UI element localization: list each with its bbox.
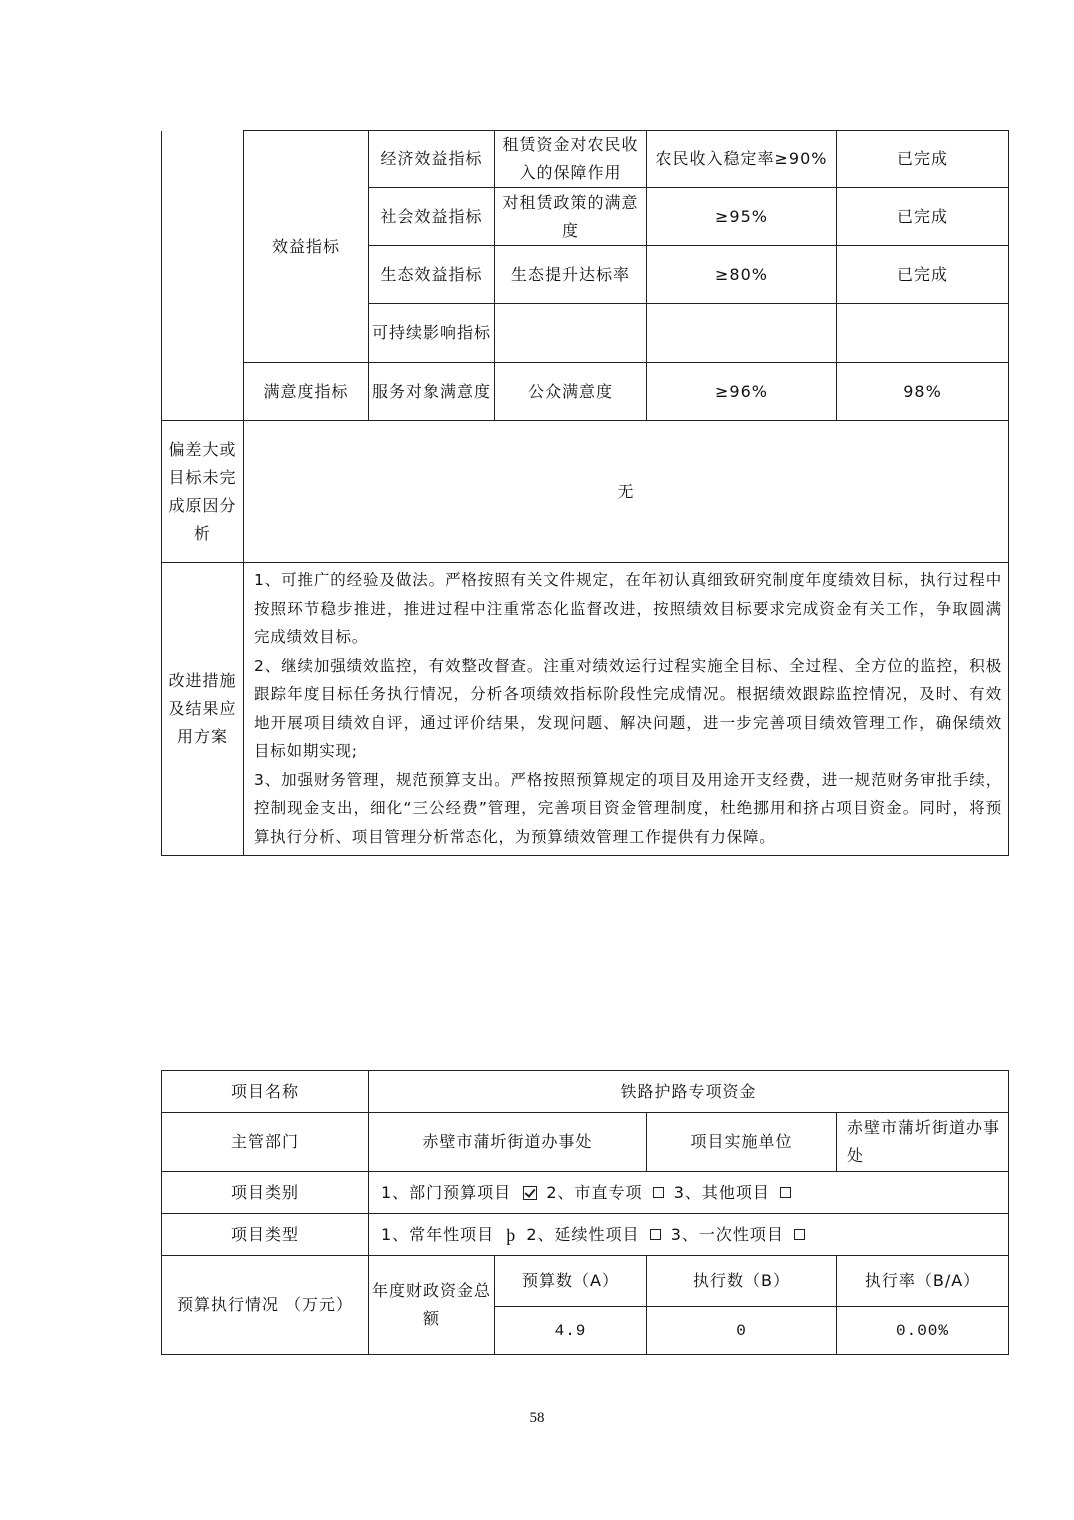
project-type-label: 项目类型 [162, 1214, 369, 1256]
type-option-annual: 1、常年性项目 [381, 1224, 495, 1244]
benefit-target-economic: 农民收入稳定率≥90% [647, 131, 837, 188]
benefit-indicator-economic: 经济效益指标 [369, 131, 495, 188]
empty-checkbox-icon[interactable] [653, 1187, 664, 1198]
benefit-detail-sustainable [495, 304, 647, 363]
benefit-group-label: 效益指标 [244, 131, 369, 363]
category-option-dept-budget: 1、部门预算项目 [381, 1182, 512, 1202]
empty-checkbox-icon[interactable] [794, 1229, 805, 1240]
benefit-target-social: ≥95% [647, 188, 837, 246]
improvement-plan-label: 改进措施及结果应用方案 [162, 563, 244, 856]
budget-executed-header: 执行数（B） [647, 1256, 837, 1307]
supervising-dept-label: 主管部门 [162, 1113, 369, 1172]
checked-mark-icon[interactable]: þ [506, 1224, 517, 1245]
satisfaction-group-label: 满意度指标 [244, 363, 369, 421]
type-option-one-time: 3、一次性项目 [670, 1224, 784, 1244]
improvement-paragraph-1: 1、可推广的经验及做法。严格按照有关文件规定，在年初认真细致研究制度年度绩效目标，执行过程中按照环节稳步推进，推进过程中注重常态化监督改进，按照绩效目标要求完成资金有关工作，争取圆满完成绩效目标。 [254, 571, 1002, 646]
benefit-actual-ecological: 已完成 [837, 246, 1009, 304]
annual-fund-total-label: 年度财政资金总额 [369, 1256, 495, 1355]
benefit-indicator-social: 社会效益指标 [369, 188, 495, 246]
satisfaction-detail: 公众满意度 [495, 363, 647, 421]
benefit-detail-social: 对租赁政策的满意度 [495, 188, 647, 246]
implementing-unit-label: 项目实施单位 [647, 1113, 837, 1172]
implementing-unit-value: 赤壁市蒲圻街道办事处 [837, 1113, 1009, 1172]
benefit-detail-economic: 租赁资金对农民收入的保障作用 [495, 131, 647, 188]
project-info-table [161, 1070, 1009, 1355]
project-category-label: 项目类别 [162, 1172, 369, 1214]
category-option-other: 3、其他项目 [673, 1182, 770, 1202]
project-name-value: 铁路护路专项资金 [369, 1071, 1009, 1113]
category-option-city-special: 2、市直专项 [546, 1182, 643, 1202]
benefit-actual-sustainable [837, 304, 1009, 363]
deviation-analysis-label: 偏差大或目标未完成原因分析 [162, 421, 244, 563]
performance-indicator-table [161, 130, 1009, 856]
type-option-continuing: 2、延续性项目 [526, 1224, 640, 1244]
project-name-label: 项目名称 [162, 1071, 369, 1113]
benefit-detail-ecological: 生态提升达标率 [495, 246, 647, 304]
page-number: 58 [529, 1410, 545, 1426]
benefit-actual-economic: 已完成 [837, 131, 1009, 188]
supervising-dept-value: 赤壁市蒲圻街道办事处 [369, 1113, 647, 1172]
budget-plan-value: 4.9 [495, 1307, 647, 1355]
project-category-options [369, 1172, 1009, 1214]
satisfaction-target: ≥96% [647, 363, 837, 421]
project-type-options [369, 1214, 1009, 1256]
satisfaction-indicator: 服务对象满意度 [369, 363, 495, 421]
deviation-analysis-value: 无 [244, 421, 1009, 563]
empty-checkbox-icon[interactable] [650, 1229, 661, 1240]
budget-rate-header: 执行率（B/A） [837, 1256, 1009, 1307]
budget-executed-value: 0 [647, 1307, 837, 1355]
budget-rate-value: 0.00% [837, 1307, 1009, 1355]
improvement-paragraph-2: 2、继续加强绩效监控，有效整改督查。注重对绩效运行过程实施全目标、全过程、全方位的监控，积极跟踪年度目标任务执行情况，分析各项绩效指标阶段性完成情况。根据绩效跟踪监控情况，及时、有效地开展项目绩效自评，通过评价结果，发现问题、解决问题，进一步完善项目绩效管理工作，确保绩效目标如期实现; [254, 656, 1002, 760]
benefit-actual-social: 已完成 [837, 188, 1009, 246]
benefit-indicator-ecological: 生态效益指标 [369, 246, 495, 304]
checked-box-icon[interactable] [523, 1186, 537, 1200]
budget-plan-header: 预算数（A） [495, 1256, 647, 1307]
benefit-target-ecological: ≥80% [647, 246, 837, 304]
continuation-blank-cell [162, 131, 244, 421]
satisfaction-actual: 98% [837, 363, 1009, 421]
improvement-plan-text [244, 563, 1009, 856]
improvement-paragraph-3: 3、加强财务管理，规范预算支出。严格按照预算规定的项目及用途开支经费，进一规范财务审批手续，控制现金支出，细化“三公经费”管理，完善项目资金管理制度，杜绝挪用和挤占项目资金。同时，将预算执行分析、项目管理分析常态化，为预算绩效管理工作提供有力保障。 [254, 770, 1002, 846]
benefit-target-sustainable [647, 304, 837, 363]
budget-execution-label: 预算执行情况 （万元） [162, 1256, 369, 1355]
benefit-indicator-sustainable: 可持续影响指标 [369, 304, 495, 363]
empty-checkbox-icon[interactable] [780, 1187, 791, 1198]
